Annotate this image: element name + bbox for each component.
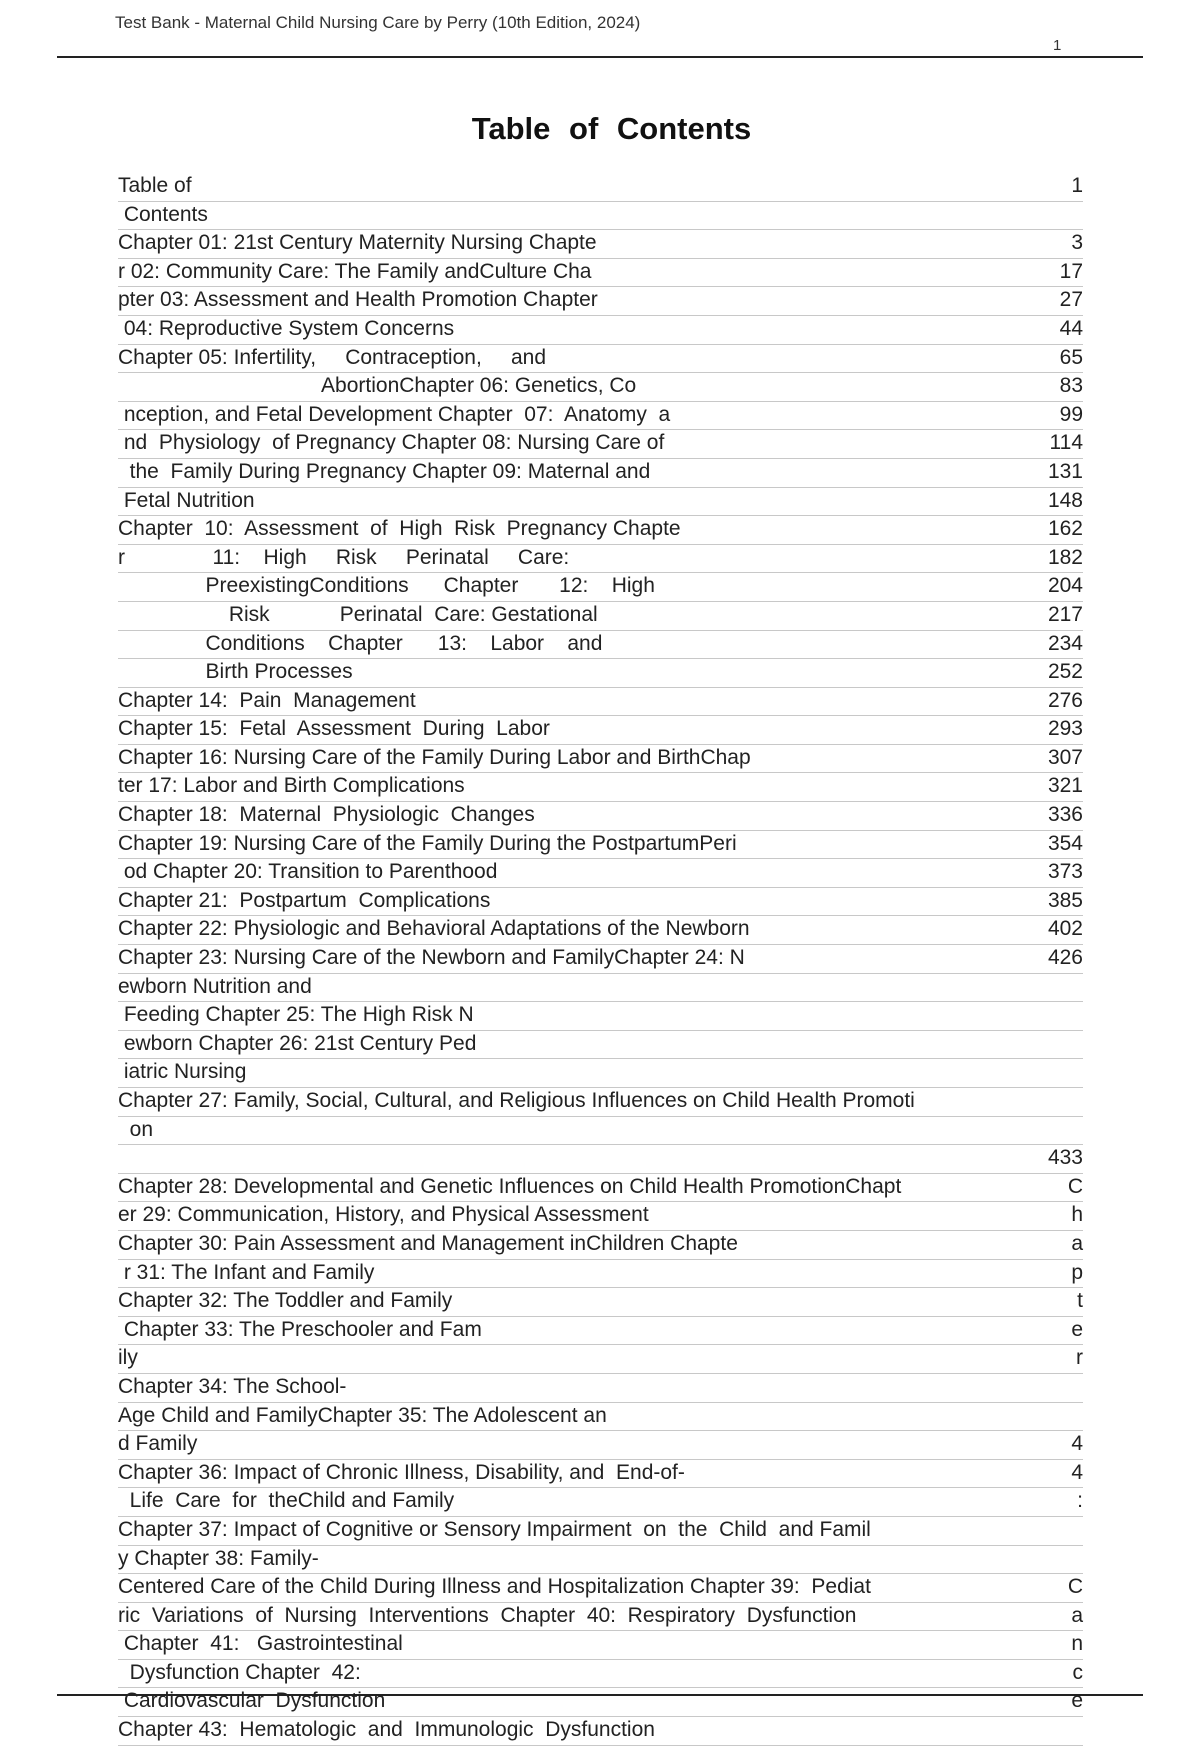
toc-page-number: e <box>1071 1317 1083 1341</box>
toc-entry-text: Chapter 19: Nursing Care of the Family During the PostpartumPeri <box>118 831 737 855</box>
toc-row <box>118 173 1083 202</box>
toc-entry-text: Chapter 21: Postpartum Complications <box>118 888 491 912</box>
toc-row <box>118 1059 1083 1088</box>
toc-row <box>118 1460 1083 1489</box>
toc-page-number: C <box>1067 1575 1083 1599</box>
toc-entry-text: r 02: Community Care: The Family andCulture Cha <box>118 259 592 283</box>
toc-row <box>118 1403 1083 1432</box>
toc-entry-text: ter 17: Labor and Birth Complications <box>118 774 465 798</box>
toc-entry-text: Chapter 43: Hematologic and Immunologic Dysfunction <box>118 1718 655 1742</box>
toc-entry-text: Chapter 32: The Toddler and Family <box>118 1289 453 1313</box>
toc-entry-text: Chapter 23: Nursing Care of the Newborn and FamilyChapter 24: N <box>118 946 745 970</box>
toc-page-number: 307 <box>1047 745 1083 769</box>
toc-entry-text: nception, and Fetal Development Chapter 07: Anatomy a <box>118 402 671 426</box>
toc-row <box>118 488 1083 517</box>
toc-entry-text: Table of <box>118 174 192 197</box>
toc-page-number: C <box>1067 1174 1083 1198</box>
toc-page-number: a <box>1071 1231 1083 1255</box>
toc-row <box>118 516 1083 545</box>
toc-row <box>118 659 1083 688</box>
toc-row <box>118 1431 1083 1460</box>
toc-row <box>118 373 1083 402</box>
toc-row <box>118 459 1083 488</box>
toc-row <box>118 1517 1083 1546</box>
header-divider <box>57 56 1143 58</box>
toc-page-number: p <box>1071 1260 1083 1284</box>
toc-entry-text: ewborn Nutrition and <box>118 974 312 998</box>
toc-entry-text: Chapter 16: Nursing Care of the Family During Labor and BirthChap <box>118 745 751 769</box>
toc-page-number: 354 <box>1047 831 1083 855</box>
toc-row <box>118 259 1083 288</box>
toc-entry-text: ric Variations of Nursing Interventions Chapter 40: Respiratory Dysfunction <box>118 1603 857 1627</box>
toc-entry-text: Risk Perinatal Care: Gestational <box>118 602 598 626</box>
toc-page-number: 83 <box>1059 374 1083 398</box>
toc-page-number: t <box>1077 1289 1083 1313</box>
toc-row <box>118 1117 1083 1146</box>
toc-row <box>118 1317 1083 1346</box>
toc-page-number: 204 <box>1047 574 1083 598</box>
toc-row <box>118 859 1083 888</box>
toc-entry-text: Chapter 05: Infertility, Contraception, and <box>118 345 546 369</box>
toc-entry-text: Fetal Nutrition <box>118 488 255 512</box>
toc-entry-text: r 11: High Risk Perinatal Care: <box>118 545 570 569</box>
toc-entry-text: y Chapter 38: Family- <box>118 1546 319 1570</box>
toc-entry-text: Dysfunction Chapter 42: <box>118 1660 361 1684</box>
toc-entry-text: Chapter 27: Family, Social, Cultural, and Religious Influences on Child Health Promoti <box>118 1089 915 1112</box>
toc-row <box>118 545 1083 574</box>
toc-entry-text: Chapter 36: Impact of Chronic Illness, Disability, and End-of- <box>118 1460 685 1484</box>
toc-page-number: 17 <box>1059 259 1083 283</box>
toc-page-number: 3 <box>1071 231 1083 255</box>
toc-row <box>118 1546 1083 1575</box>
toc-page-number: 131 <box>1047 459 1083 483</box>
toc-page-number: a <box>1071 1603 1083 1627</box>
toc-entry-text: Chapter 18: Maternal Physiologic Changes <box>118 803 535 827</box>
toc-row <box>118 773 1083 802</box>
toc-row <box>118 1603 1083 1632</box>
toc-row <box>118 1688 1083 1717</box>
toc-page-number: 426 <box>1047 946 1083 970</box>
toc-entry-text: Conditions Chapter 13: Labor and <box>118 631 603 655</box>
toc-page-number: 148 <box>1047 488 1083 512</box>
toc-row <box>118 688 1083 717</box>
toc-entry-text: er 29: Communication, History, and Physical Assessment <box>118 1203 649 1227</box>
toc-page-number: 373 <box>1047 860 1083 884</box>
toc-entry-text: Chapter 01: 21st Century Maternity Nursing Chapte <box>118 231 597 255</box>
toc-page-number: 4 <box>1071 1460 1083 1484</box>
toc-entry-text: d Family <box>118 1432 198 1456</box>
toc-entry-text: AbortionChapter 06: Genetics, Co <box>118 374 637 398</box>
toc-row <box>118 573 1083 602</box>
toc-row <box>118 345 1083 374</box>
toc-entry-text: Chapter 14: Pain Management <box>118 688 416 712</box>
toc-row <box>118 1202 1083 1231</box>
toc-row <box>118 1174 1083 1203</box>
toc-row <box>118 1374 1083 1403</box>
toc-entry-text: Chapter 15: Fetal Assessment During Labor <box>118 717 550 741</box>
toc-page-number: 182 <box>1047 545 1083 569</box>
toc-row <box>118 1488 1083 1517</box>
toc-entry-text: the Family During Pregnancy Chapter 09: Maternal and <box>118 459 651 483</box>
toc-entry-text: Age Child and FamilyChapter 35: The Adolescent an <box>118 1403 607 1427</box>
toc-page-number: 276 <box>1047 688 1083 712</box>
toc-entry-text: od Chapter 20: Transition to Parenthood <box>118 860 498 884</box>
toc-row <box>118 1088 1083 1117</box>
toc-page-number: 234 <box>1047 631 1083 655</box>
toc-entry-text: Chapter 10: Assessment of High Risk Pregnancy Chapte <box>118 517 681 541</box>
toc-row <box>118 1288 1083 1317</box>
toc-entry-text: Feeding Chapter 25: The High Risk N <box>118 1003 474 1027</box>
toc-row <box>118 1574 1083 1603</box>
toc-row <box>118 1717 1083 1746</box>
toc-entry-text: PreexistingConditions Chapter 12: High <box>118 574 655 598</box>
toc-entry-text: Centered Care of the Child During Illness and Hospitalization Chapter 39: Pediat <box>118 1575 871 1599</box>
toc-row <box>118 888 1083 917</box>
toc-page-number: 402 <box>1047 917 1083 941</box>
header-page-number: 1 <box>1053 37 1062 54</box>
toc-entry-text: Cardiovascular Dysfunction <box>118 1689 386 1713</box>
toc-entry-text: ily <box>118 1346 138 1370</box>
toc-entry-text: Chapter 33: The Preschooler and Fam <box>118 1317 482 1341</box>
toc-entry-text: Contents <box>118 202 208 226</box>
toc-row <box>118 1631 1083 1660</box>
toc-page-number: n <box>1071 1632 1083 1656</box>
toc-entry-text: Chapter 41: Gastrointestinal <box>118 1632 403 1656</box>
toc-row <box>118 716 1083 745</box>
toc-row <box>118 1345 1083 1374</box>
toc-entry-text: Life Care for theChild and Family <box>118 1489 455 1513</box>
toc-page-number: 252 <box>1047 660 1083 684</box>
toc-row <box>118 230 1083 259</box>
toc-entry-text: pter 03: Assessment and Health Promotion Chapter <box>118 288 598 312</box>
toc-row <box>118 1002 1083 1031</box>
toc-row <box>118 1231 1083 1260</box>
toc-page-number: 1 <box>1071 174 1083 197</box>
toc-entry-text: 04: Reproductive System Concerns <box>118 316 455 340</box>
toc-row <box>118 287 1083 316</box>
toc-row <box>118 430 1083 459</box>
toc-page-number: r <box>1076 1346 1083 1370</box>
toc-page-number: 114 <box>1049 431 1083 455</box>
toc-row <box>118 1031 1083 1060</box>
toc-list <box>118 173 1083 1746</box>
toc-entry-text: iatric Nursing <box>118 1060 247 1084</box>
toc-page-number: 4 <box>1071 1432 1083 1456</box>
toc-row <box>118 916 1083 945</box>
toc-entry-text: Chapter 30: Pain Assessment and Management inChildren Chapte <box>118 1231 738 1255</box>
toc-page-number: 27 <box>1059 288 1083 312</box>
toc-page-number: 321 <box>1047 774 1083 798</box>
toc-page-number: 385 <box>1047 888 1083 912</box>
toc-page-number: 293 <box>1047 717 1083 741</box>
toc-page-number: 65 <box>1059 345 1083 369</box>
toc-page-number: 99 <box>1059 402 1083 426</box>
toc-entry-text: ewborn Chapter 26: 21st Century Ped <box>118 1031 477 1055</box>
toc-page-number: e <box>1071 1689 1083 1713</box>
toc-row <box>118 1145 1083 1174</box>
toc-row <box>118 602 1083 631</box>
page-title: Table of Contents <box>471 111 752 146</box>
toc-row <box>118 745 1083 774</box>
toc-entry-text: r 31: The Infant and Family <box>118 1260 375 1284</box>
toc-entry-text: Chapter 37: Impact of Cognitive or Sensory Impairment on the Child and Famil <box>118 1517 871 1541</box>
toc-page-number: 162 <box>1047 517 1083 541</box>
toc-entry-text: Birth Processes <box>118 660 353 684</box>
toc-page-number: 336 <box>1047 803 1083 827</box>
toc-row <box>118 831 1083 860</box>
toc-page-number: : <box>1077 1489 1083 1513</box>
toc-row <box>118 631 1083 660</box>
toc-page-number: 44 <box>1059 316 1083 340</box>
toc-row <box>118 802 1083 831</box>
toc-entry-text: Chapter 28: Developmental and Genetic Influences on Child Health PromotionChapt <box>118 1174 902 1198</box>
toc-page-number: 217 <box>1047 602 1083 626</box>
running-header: Test Bank - Maternal Child Nursing Care by Perry (10th Edition, 2024) <box>115 13 641 32</box>
toc-entry-text: nd Physiology of Pregnancy Chapter 08: Nursing Care of <box>118 431 665 455</box>
toc-row <box>118 316 1083 345</box>
toc-page-number: h <box>1071 1203 1083 1227</box>
toc-row <box>118 1660 1083 1689</box>
toc-page-number: c <box>1072 1660 1083 1684</box>
toc-row <box>118 974 1083 1003</box>
footer-divider <box>57 1694 1143 1696</box>
toc-entry-text: Chapter 22: Physiologic and Behavioral Adaptations of the Newborn <box>118 917 750 941</box>
toc-row <box>118 202 1083 231</box>
toc-row <box>118 402 1083 431</box>
toc-entry-text: on <box>118 1117 154 1141</box>
toc-page-number: 433 <box>1047 1146 1083 1170</box>
toc-row <box>118 945 1083 974</box>
toc-row <box>118 1260 1083 1289</box>
toc-entry-text: Chapter 34: The School- <box>118 1374 347 1398</box>
